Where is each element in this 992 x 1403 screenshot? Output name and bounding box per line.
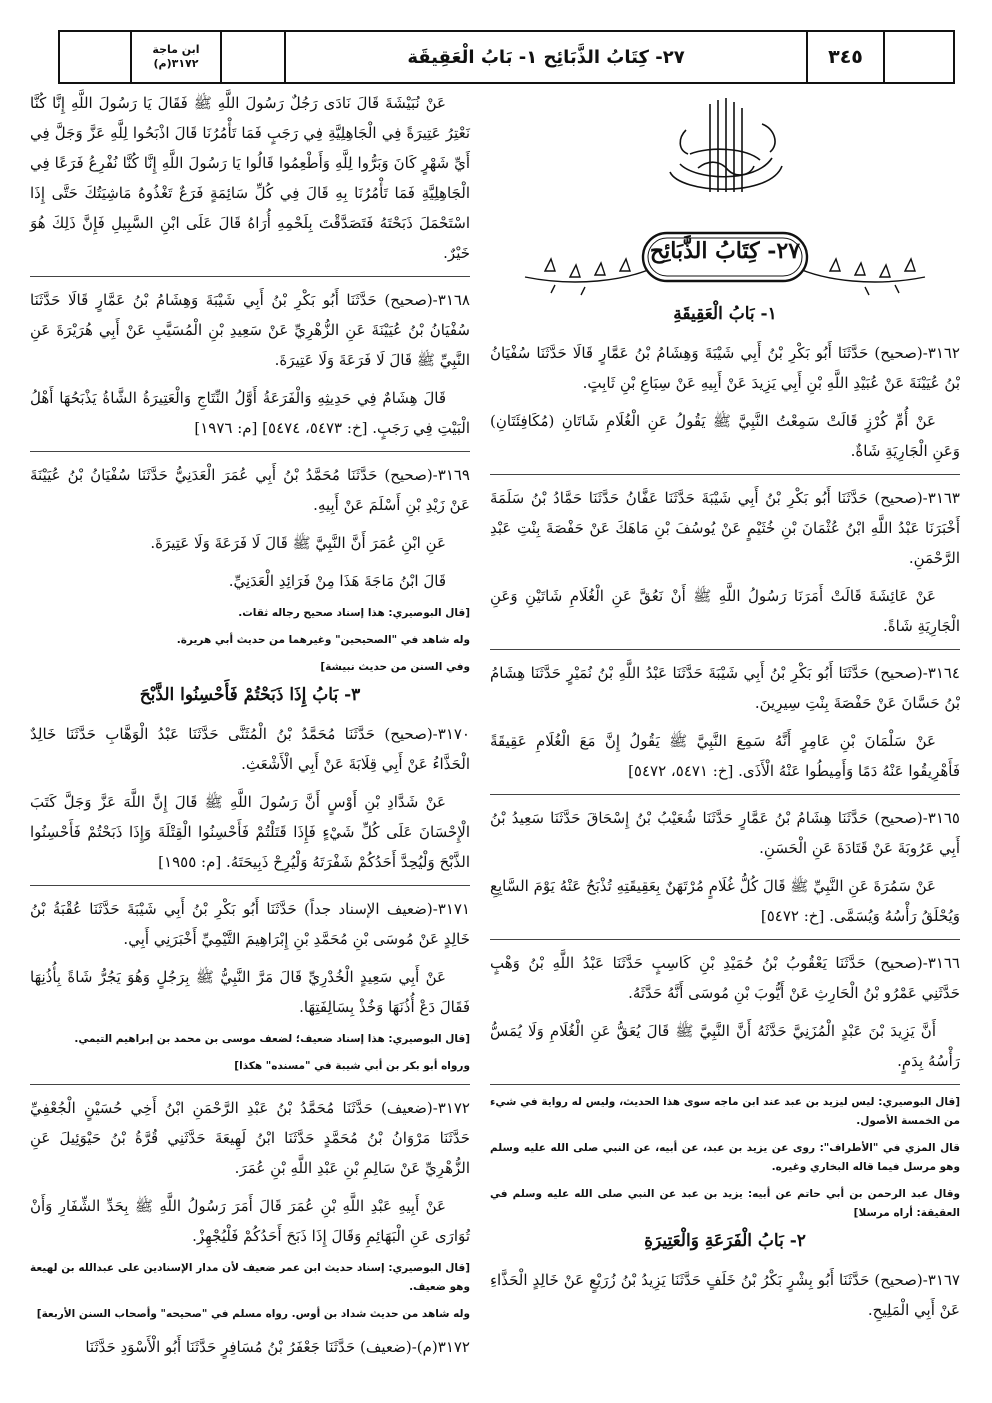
footnote: [قال البوصيري: ليس ليزيد بن عبد عند ابن ماجه سوى هذا الحديث، وليس له رواية في شيء من الخمسة الأصول. bbox=[490, 1096, 960, 1127]
divider bbox=[30, 276, 470, 277]
hadith-3169-matn: عَنِ ابْنِ عُمَرَ أَنَّ النَّبِيَّ ﷺ قَالَ لَا فَرَعَةَ وَلَا عَتِيرَةَ. bbox=[150, 534, 446, 552]
hadith-3167-isnad: ٣١٦٧-(صحيح) حَدَّثَنَا أَبُو بِشْرٍ بَكْرُ بْنُ خَلَفٍ حَدَّثَنَا يَزِيدُ بْنُ زُرَيْعٍ عَنْ خَالِدٍ الْحَذَّاءِ عَنْ أَبِي الْمَلِيحِ. bbox=[490, 1271, 960, 1319]
hadith-3162-isnad: ٣١٦٢-(صحيح) حَدَّثَنَا أَبُو بَكْرِ بْنُ أَبِي شَيْبَةَ وَهِشَامُ بْنُ عَمَّارٍ قَالَا حَدَّثَنَا سُفْيَانُ بْنُ عُيَيْنَةَ عَنْ عُبَيْدِ اللَّهِ بْنِ أَبِي يَزِيدَ عَنْ أَبِيهِ عَنْ سِبَاعِ بْنِ ثَابِتٍ. bbox=[490, 344, 960, 392]
ibn-majah-box bbox=[132, 32, 222, 82]
header-empty-box-3 bbox=[885, 32, 953, 82]
hadith-3162-matn: عَنْ أُمِّ كُرْزٍ قَالَتْ سَمِعْتُ النَّبِيَّ ﷺ يَقُولُ عَنِ الْغُلَامِ شَاتَانِ (مُكَافِئَتَانِ) وَعَنِ الْجَارِيَةِ شَاةٌ. bbox=[490, 412, 960, 460]
page-number: ٣٤٥ bbox=[808, 32, 885, 82]
ibn-majah-ref: (م)٣١٧٢ bbox=[153, 57, 199, 70]
hadith-3163-isnad: ٣١٦٣-(صحيح) حَدَّثَنَا أَبُو بَكْرِ بْنُ أَبِي شَيْبَةَ حَدَّثَنَا عَفَّانُ حَدَّثَنَا حَمَّادُ بْنُ سَلَمَةَ أَخْبَرَنَا عَبْدُ اللَّهِ ابْنُ عُثْمَانَ بْنِ خُثَيْمٍ عَنْ يُوسُفَ بْنِ مَاهَكَ عَنْ حَفْصَةَ بِنْتِ عَبْدِ الرَّحْمَنِ. bbox=[490, 489, 960, 567]
hadith-3166-matn: أَنَّ يَزِيدَ بْنَ عَبْدٍ الْمُزَنِيَّ حَدَّثَهُ أَنَّ النَّبِيَّ ﷺ قَالَ يُعَقُّ عَنِ الْغُلَامِ وَلَا يُمَسُّ رَأْسُهُ بِدَمٍ. bbox=[490, 1022, 960, 1070]
book-title: ٢٧- كِتَابُ الذَّبَائِح bbox=[649, 238, 801, 264]
hadith-3169-isnad: ٣١٦٩-(صحيح) حَدَّثَنَا مُحَمَّدُ بْنُ أَبِي عُمَرَ الْعَدَنِيُّ حَدَّثَنَا سُفْيَانُ بْنُ عُيَيْنَةَ عَنْ زَيْدِ بْنِ أَسْلَمَ عَنْ أَبِيهِ. bbox=[30, 466, 470, 514]
basmala-emblem bbox=[490, 92, 960, 204]
hadith-3168-isnad: ٣١٦٨-(صحيح) حَدَّثَنَا أَبُو بَكْرِ بْنُ أَبِي شَيْبَةَ وَهِشَامُ بْنُ عَمَّارٍ قَالَا حَدَّثَنَا سُفْيَانُ بْنُ عُيَيْنَةَ عَنِ الزُّهْرِيِّ عَنْ سَعِيدِ بْنِ الْمُسَيَّبِ عَنْ أَبِي هُرَيْرَةَ عَنِ النَّبِيِّ ﷺ قَالَ لَا فَرَعَةَ وَلَا عَتِيرَةَ. bbox=[30, 291, 470, 369]
hadith-3164-isnad: ٣١٦٤-(صحيح) حَدَّثَنَا أَبُو بَكْرِ بْنُ أَبِي شَيْبَةَ حَدَّثَنَا عَبْدُ اللَّهِ بْنُ نُمَيْرٍ حَدَّثَنَا هِشَامُ بْنُ حَسَّانَ عَنْ حَفْصَةَ بِنْتِ سِيرِينَ. bbox=[490, 664, 960, 712]
chapter-2-heading: ٢- بَابُ الْفَرَعَةِ وَالْعَتِيرَةِ bbox=[644, 1231, 806, 1251]
hadith-3164-matn: عَنْ سَلْمَانَ بْنِ عَامِرٍ أَنَّهُ سَمِعَ النَّبِيَّ ﷺ يَقُولُ إِنَّ مَعَ الْغُلَامِ عَقِيقَةً فَأَهْرِيقُوا عَنْهُ دَمًا وَأَمِيطُوا عَنْهُ الْأَذَى. [خ: ٥٤٧١، ٥٤٧٢] bbox=[490, 732, 960, 780]
hadith-3163-matn: عَنْ عَائِشَةَ قَالَتْ أَمَرَنَا رَسُولُ اللَّهِ ﷺ أَنْ نَعُقَّ عَنِ الْغُلَامِ شَاتَيْنِ وَعَنِ الْجَارِيَةِ شَاةً. bbox=[490, 587, 960, 635]
divider bbox=[30, 451, 470, 452]
divider bbox=[490, 939, 960, 940]
hadith-3165-isnad: ٣١٦٥-(صحيح) حَدَّثَنَا هِشَامُ بْنُ عَمَّارٍ حَدَّثَنَا شُعَيْبُ بْنُ إِسْحَاقَ حَدَّثَنَا سَعِيدُ بْنُ أَبِي عَرُوبَةَ عَنْ قَتَادَةَ عَنِ الْحَسَنِ. bbox=[490, 809, 960, 857]
divider bbox=[490, 1084, 960, 1085]
book-title-banner bbox=[490, 210, 960, 298]
ibn-majah-label: ابن ماجة bbox=[152, 43, 200, 56]
chapter-1-heading: ١- بَابُ الْعَقِيقَةِ bbox=[673, 304, 777, 324]
footnote: وله شاهد من حديث شداد بن أوس. رواه مسلم في "صحيحه" وأصحاب السنن الأربعة] bbox=[36, 1308, 470, 1320]
header-empty-box-2 bbox=[222, 32, 286, 82]
header-empty-box-1 bbox=[60, 32, 132, 82]
page-header bbox=[58, 30, 955, 84]
footnote: [قال البوصيري: إسناد حديث ابن عمر ضعيف لأن مدار الإسنادين على عبدالله بن لهيعة وهو ضعيف. bbox=[30, 1262, 470, 1293]
footnote: وله شاهد في "الصحيحين" وغيرهما من حديث أبي هريرة. bbox=[176, 634, 470, 646]
hadith-3166-isnad: ٣١٦٦-(صحيح) حَدَّثَنَا يَعْقُوبُ بْنُ حُمَيْدِ بْنِ كَاسِبٍ حَدَّثَنَا عَبْدُ اللَّهِ بْنُ وَهْبٍ حَدَّثَنِي عَمْرُو بْنُ الْحَارِثِ عَنْ أَيُّوبَ بْنِ مُوسَى أَنَّهُ حَدَّثَهُ. bbox=[490, 954, 960, 1002]
hadith-3172-isnad: ٣١٧٢-(ضعيف) حَدَّثَنَا مُحَمَّدُ بْنُ عَبْدِ الرَّحْمَنِ ابْنُ أَخِي حُسَيْنٍ الْجُعْفِيِّ حَدَّثَنَا مَرْوَانُ بْنُ مُحَمَّدٍ حَدَّثَنَا ابْنُ لَهِيعَةَ حَدَّثَنِي قُرَّةُ بْنُ حَيْوَئِيلَ عَنِ الزُّهْرِيِّ عَنْ سَالِمِ بْنِ عَبْدِ اللَّهِ بْنِ عُمَرَ. bbox=[30, 1099, 470, 1177]
footnote: وفي السنن من حديث نبيشة] bbox=[320, 661, 470, 673]
hadith-3169-comment: قَالَ ابْنُ مَاجَةَ هَذَا مِنْ فَرَائِدِ الْعَدَنِيِّ. bbox=[228, 572, 446, 590]
right-column bbox=[490, 88, 960, 1333]
divider bbox=[490, 649, 960, 650]
hadith-3172m-isnad: ٣١٧٢(م)-(ضعيف) حَدَّثَنَا جَعْفَرُ بْنُ مُسَافِرٍ حَدَّثَنَا أَبُو الْأَسْوَدِ حَدَّثَنَا bbox=[85, 1338, 470, 1356]
hadith-3170-matn: عَنْ شَدَّادِ بْنِ أَوْسٍ أَنَّ رَسُولَ اللَّهِ ﷺ قَالَ إِنَّ اللَّهَ عَزَّ وَجَلَّ كَتَبَ الْإِحْسَانَ عَلَى كُلِّ شَيْءٍ فَإِذَا قَتَلْتُمْ فَأَحْسِنُوا الْقِتْلَةَ وَإِذَا ذَبَحْتُمْ فَأَحْسِنُوا الذَّبْحَ وَلْيُحِدَّ أَحَدُكُمْ شَفْرَتَهُ وَلْيُرِحْ ذَبِيحَتَهُ. [م: ١٩٥٥] bbox=[30, 793, 470, 871]
basmala-calligraphy-icon bbox=[650, 94, 800, 202]
hadith-3171-isnad: ٣١٧١-(ضعيف الإسناد جداً) حَدَّثَنَا أَبُو بَكْرِ بْنُ أَبِي شَيْبَةَ حَدَّثَنَا عُقْبَةُ بْنُ خَالِدٍ عَنْ مُوسَى بْنِ مُحَمَّدِ بْنِ إِبْرَاهِيمَ التَّيْمِيِّ أَخْبَرَنِي أَبِي. bbox=[30, 900, 470, 948]
hadith-3168-comment: قَالَ هِشَامٌ فِي حَدِيثِهِ وَالْفَرَعَةُ أَوَّلُ النِّتَاجِ وَالْعَتِيرَةُ الشَّاةُ يَذْبَحُهَا أَهْلُ الْبَيْتِ فِي رَجَبٍ. [خ: ٥٤٧٣، ٥٤٧٤] [م: ١٩٧٦] bbox=[30, 389, 470, 437]
hadith-3165-matn: عَنْ سَمُرَةَ عَنِ النَّبِيِّ ﷺ قَالَ كُلُّ غُلَامٍ مُرْتَهَنٌ بِعَقِيقَتِهِ تُذْبَحُ عَنْهُ يَوْمَ السَّابِعِ وَيُحْلَقُ رَأْسُهُ وَيُسَمَّى. [خ: ٥٤٧٢] bbox=[490, 877, 960, 925]
footnote: [قال البوصيري: هذا إسناد صحيح رجاله ثقات. bbox=[238, 607, 470, 619]
footnote: وقال عبد الرحمن بن أبي حاتم عن أبيه: يزيد بن عبد عن النبي صلى الله عليه وسلم في العقيقة: أراه مرسلا] bbox=[490, 1188, 960, 1219]
hadith-3170-isnad: ٣١٧٠-(صحيح) حَدَّثَنَا مُحَمَّدُ بْنُ الْمُثَنَّى حَدَّثَنَا عَبْدُ الْوَهَّابِ حَدَّثَنَا خَالِدٌ الْحَذَّاءُ عَنْ أَبِي قِلَابَةَ عَنْ أَبِي الْأَشْعَثِ. bbox=[30, 725, 470, 773]
hadith-3171-matn: عَنْ أَبِي سَعِيدٍ الْخُدْرِيِّ قَالَ مَرَّ النَّبِيُّ ﷺ بِرَجُلٍ وَهُوَ يَجُرُّ شَاةً بِأُذُنِهَا فَقَالَ دَعْ أُذُنَهَا وَخُذْ بِسَالِفَتِهَا. bbox=[30, 968, 470, 1016]
divider bbox=[30, 1084, 470, 1085]
running-title: ٢٧- كِتَابُ الذَّبَائِح ١- بَابُ الْعَقِيقَة bbox=[286, 32, 808, 82]
divider bbox=[490, 794, 960, 795]
footnote: قال المزي في "الأطراف": روى عن يزيد بن عبد، عن أبيه، عن النبي صلى الله عليه وسلم وهو مرسل فيما قاله البخاري وغيره. bbox=[490, 1142, 960, 1173]
divider bbox=[490, 474, 960, 475]
divider bbox=[30, 885, 470, 886]
footnote: ورواه أبو بكر بن أبي شيبة في "مسنده" هكذا] bbox=[234, 1060, 470, 1072]
hadith-3167-matn: عَنْ نُبَيْشَةَ قَالَ نَادَى رَجُلٌ رَسُولَ اللَّهِ ﷺ فَقَالَ يَا رَسُولَ اللَّهِ إِنَّا كُنَّا نَعْتِرُ عَتِيرَةً فِي الْجَاهِلِيَّةِ فِي رَجَبٍ فَمَا تَأْمُرُنَا قَالَ اذْبَحُوا لِلَّهِ عَزَّ وَجَلَّ فِي أَيِّ شَهْرٍ كَانَ وَبَرُّوا لِلَّهِ وَأَطْعِمُوا قَالُوا يَا رَسُولَ اللَّهِ إِنَّا كُنَّا نُفْرِعُ فَرَعًا فِي الْجَاهِلِيَّةِ فَمَا تَأْمُرُنَا بِهِ قَالَ فِي كُلِّ سَائِمَةٍ فَرَعٌ تَغْذُوهُ مَاشِيَتُكَ حَتَّى إِذَا اسْتَحْمَلَ ذَبَحْتَهُ فَتَصَدَّقْتَ بِلَحْمِهِ أُرَاهُ قَالَ عَلَى ابْنِ السَّبِيلِ فَإِنَّ ذَلِكَ هُوَ خَيْرٌ. bbox=[30, 94, 470, 262]
chapter-3-heading: ٣- بَابُ إِذَا ذَبَحْتُمْ فَأَحْسِنُوا الذَّبْحَ bbox=[139, 685, 361, 705]
hadith-3172-matn: عَنْ أَبِيهِ عَبْدِ اللَّهِ بْنِ عُمَرَ قَالَ أَمَرَ رَسُولُ اللَّهِ ﷺ بِحَدِّ الشِّفَارِ وَأَنْ تُوَارَى عَنِ الْبَهَائِمِ وَقَالَ إِذَا ذَبَحَ أَحَدُكُمْ فَلْيُجْهِزْ. bbox=[30, 1197, 470, 1245]
footnote: [قال البوصيري: هذا إسناد ضعيف؛ لضعف موسى بن محمد بن إبراهيم التيمي. bbox=[74, 1033, 470, 1045]
left-column bbox=[30, 88, 470, 1370]
